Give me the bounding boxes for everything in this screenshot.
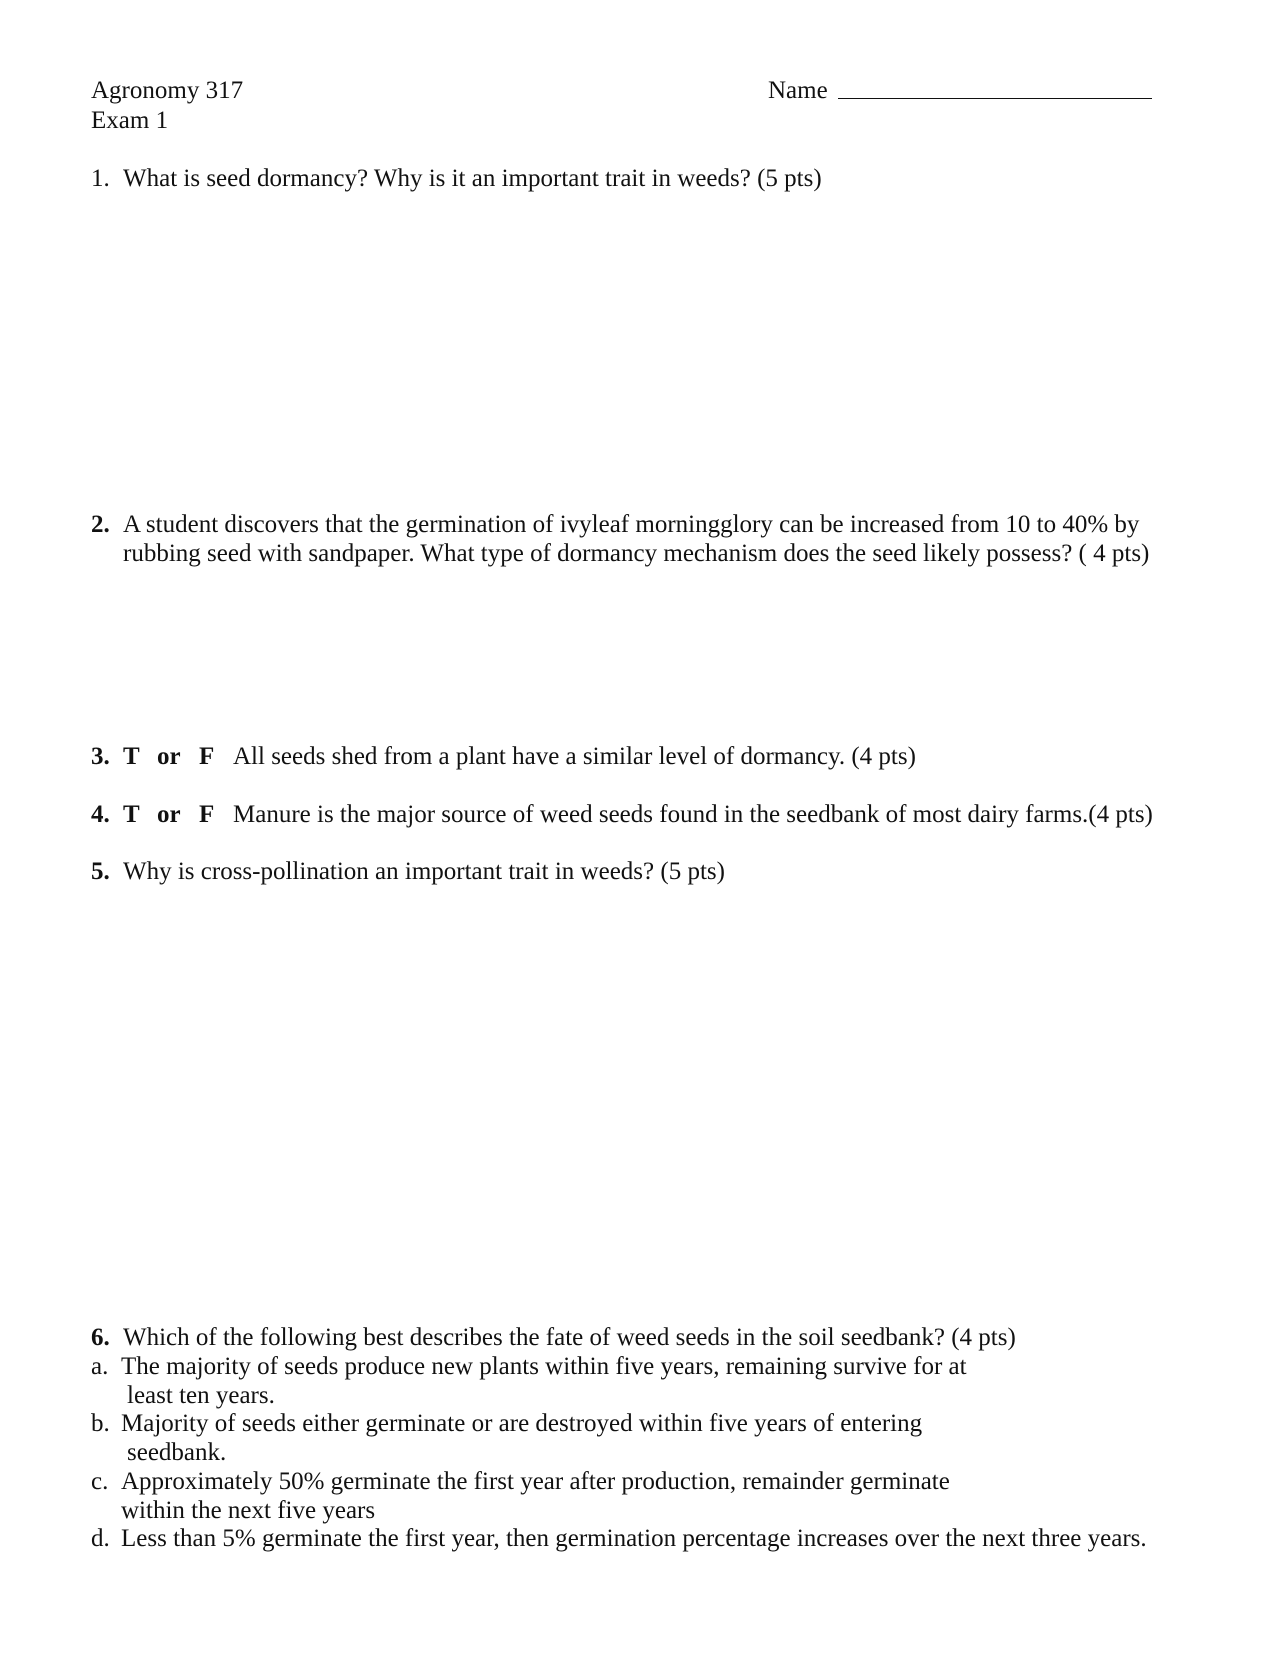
option-d-letter: d. — [91, 1525, 110, 1552]
question-3-false-option[interactable]: F — [199, 743, 215, 770]
question-4-number: 4. — [91, 801, 110, 828]
question-3-true-option[interactable]: T — [123, 743, 140, 770]
question-2 — [91, 510, 1139, 539]
question-1-text: What is seed dormancy? Why is it an important trait in weeds? (5 pts) — [123, 165, 822, 192]
exam-title: Exam 1 — [91, 107, 169, 134]
option-b-text-line2: seedbank. — [127, 1439, 227, 1466]
question-4 — [91, 800, 1153, 829]
question-5-number: 5. — [91, 858, 110, 885]
question-3-number: 3. — [91, 743, 110, 770]
question-3-or-label: or — [157, 743, 181, 770]
question-6-text: Which of the following best describes the fate of weed seeds in the soil seedbank? (4 pts) — [123, 1324, 1016, 1351]
name-label: Name — [768, 77, 828, 104]
option-a-letter: a. — [91, 1353, 109, 1380]
question-4-false-option[interactable]: F — [199, 801, 215, 828]
question-5 — [91, 857, 725, 886]
option-a-text-line1: The majority of seeds produce new plants within five years, remaining survive for at — [121, 1353, 967, 1380]
question-5-text: Why is cross-pollination an important trait in weeds? (5 pts) — [123, 858, 725, 885]
question-6-option-d[interactable] — [91, 1524, 1147, 1553]
option-c-letter: c. — [91, 1468, 109, 1495]
question-4-or-label: or — [157, 801, 181, 828]
question-3-text: All seeds shed from a plant have a similar level of dormancy. (4 pts) — [233, 743, 916, 770]
question-1 — [91, 164, 822, 193]
option-d-text-line1: Less than 5% germinate the first year, then germination percentage increases over the next three years. — [121, 1525, 1147, 1552]
question-6-option-b[interactable] — [91, 1409, 922, 1438]
question-6-option-c[interactable] — [91, 1467, 950, 1496]
name-blank-line[interactable] — [838, 98, 1152, 99]
question-3 — [91, 742, 916, 771]
course-title: Agronomy 317 — [91, 77, 244, 104]
option-c-text-line1: Approximately 50% germinate the first year after production, remainder germinate — [121, 1468, 950, 1495]
question-2-number: 2. — [91, 511, 110, 538]
option-b-letter: b. — [91, 1410, 110, 1437]
question-2-text-line1: A student discovers that the germination of ivyleaf morningglory can be increased from 10 to 40% by — [123, 511, 1140, 538]
question-1-number: 1. — [91, 165, 110, 192]
option-b-text-line1: Majority of seeds either germinate or are destroyed within five years of entering — [121, 1410, 923, 1437]
question-6-number: 6. — [91, 1324, 110, 1351]
question-4-text: Manure is the major source of weed seeds found in the seedbank of most dairy farms.(4 pts) — [233, 801, 1153, 828]
option-c-text-line2: within the next five years — [121, 1497, 376, 1524]
question-4-true-option[interactable]: T — [123, 801, 140, 828]
option-a-text-line2: least ten years. — [127, 1382, 275, 1409]
question-6-option-a[interactable] — [91, 1352, 967, 1381]
question-2-text-line2: rubbing seed with sandpaper. What type of dormancy mechanism does the seed likely possess? ( 4 pts) — [123, 540, 1150, 567]
question-6 — [91, 1323, 1016, 1352]
